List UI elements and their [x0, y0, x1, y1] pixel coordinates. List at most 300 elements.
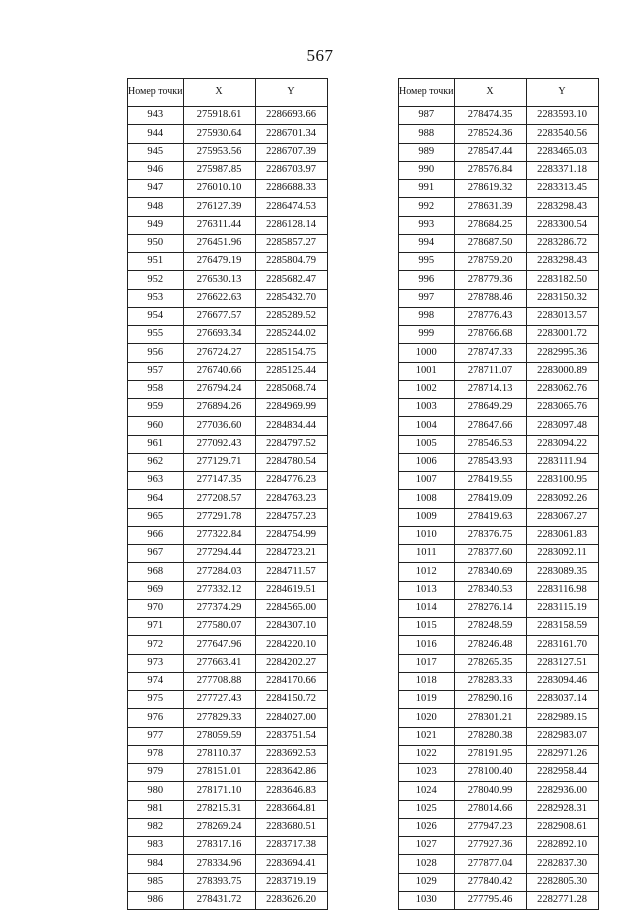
x-cell: 278776.43 — [454, 307, 526, 325]
y-cell: 2283717.38 — [255, 837, 327, 855]
x-cell: 278649.29 — [454, 399, 526, 417]
point-number-cell: 999 — [399, 326, 455, 344]
y-cell: 2283116.98 — [526, 581, 598, 599]
y-cell: 2283540.56 — [526, 125, 598, 143]
table-row — [128, 216, 328, 234]
table-row — [399, 234, 599, 252]
table-row — [399, 618, 599, 636]
x-cell: 275953.56 — [183, 143, 255, 161]
table-row — [399, 143, 599, 161]
point-number-cell: 1014 — [399, 599, 455, 617]
x-cell: 278040.99 — [454, 782, 526, 800]
point-number-cell: 969 — [128, 581, 184, 599]
x-cell: 277322.84 — [183, 526, 255, 544]
point-number-cell: 972 — [128, 636, 184, 654]
y-cell: 2285154.75 — [255, 344, 327, 362]
point-number-cell: 984 — [128, 855, 184, 873]
x-cell: 278393.75 — [183, 873, 255, 891]
table-row — [399, 599, 599, 617]
y-cell: 2283642.86 — [255, 764, 327, 782]
y-cell: 2284797.52 — [255, 435, 327, 453]
x-cell: 277294.44 — [183, 545, 255, 563]
x-cell: 278631.39 — [454, 198, 526, 216]
x-cell: 278714.13 — [454, 380, 526, 398]
x-cell: 278376.75 — [454, 526, 526, 544]
point-number-cell: 1022 — [399, 745, 455, 763]
y-cell: 2285244.02 — [255, 326, 327, 344]
y-cell: 2285289.52 — [255, 307, 327, 325]
x-cell: 276794.24 — [183, 380, 255, 398]
table-row — [128, 891, 328, 909]
y-cell: 2285432.70 — [255, 289, 327, 307]
point-number-cell: 1010 — [399, 526, 455, 544]
table-row — [128, 271, 328, 289]
table-row — [399, 161, 599, 179]
x-cell: 278419.09 — [454, 490, 526, 508]
point-number-cell: 977 — [128, 727, 184, 745]
x-cell: 277647.96 — [183, 636, 255, 654]
header-y: Y — [526, 79, 598, 107]
y-cell: 2282928.31 — [526, 800, 598, 818]
point-number-cell: 983 — [128, 837, 184, 855]
x-cell: 278191.95 — [454, 745, 526, 763]
x-cell: 277147.35 — [183, 472, 255, 490]
x-cell: 277877.04 — [454, 855, 526, 873]
table-row — [128, 709, 328, 727]
point-number-cell: 981 — [128, 800, 184, 818]
point-number-cell: 982 — [128, 818, 184, 836]
y-cell: 2284711.57 — [255, 563, 327, 581]
table-row — [128, 581, 328, 599]
x-cell: 278524.36 — [454, 125, 526, 143]
x-cell: 278248.59 — [454, 618, 526, 636]
table-row — [128, 782, 328, 800]
y-cell: 2283593.10 — [526, 107, 598, 125]
table-row — [128, 289, 328, 307]
point-number-cell: 990 — [399, 161, 455, 179]
header-point-number: Номер точки — [128, 79, 184, 107]
y-cell: 2285682.47 — [255, 271, 327, 289]
y-cell: 2282805.30 — [526, 873, 598, 891]
table-row — [128, 380, 328, 398]
point-number-cell: 952 — [128, 271, 184, 289]
point-number-cell: 951 — [128, 253, 184, 271]
x-cell: 277092.43 — [183, 435, 255, 453]
x-cell: 276530.13 — [183, 271, 255, 289]
table-row — [399, 581, 599, 599]
table-row — [399, 490, 599, 508]
table-row — [399, 453, 599, 471]
point-number-cell: 985 — [128, 873, 184, 891]
point-number-cell: 963 — [128, 472, 184, 490]
x-cell: 278269.24 — [183, 818, 255, 836]
table-row — [128, 672, 328, 690]
y-cell: 2283061.83 — [526, 526, 598, 544]
table-row — [128, 180, 328, 198]
y-cell: 2282892.10 — [526, 837, 598, 855]
table-row — [399, 709, 599, 727]
y-cell: 2283161.70 — [526, 636, 598, 654]
point-number-cell: 948 — [128, 198, 184, 216]
x-cell: 277708.88 — [183, 672, 255, 690]
y-cell: 2283298.43 — [526, 198, 598, 216]
x-cell: 276622.63 — [183, 289, 255, 307]
y-cell: 2284757.23 — [255, 508, 327, 526]
table-row — [399, 180, 599, 198]
x-cell: 278290.16 — [454, 691, 526, 709]
y-cell: 2286128.14 — [255, 216, 327, 234]
y-cell: 2284027.00 — [255, 709, 327, 727]
point-number-cell: 955 — [128, 326, 184, 344]
table-body-left — [128, 107, 328, 910]
point-number-cell: 947 — [128, 180, 184, 198]
y-cell: 2286688.33 — [255, 180, 327, 198]
table-row — [399, 545, 599, 563]
x-cell: 277840.42 — [454, 873, 526, 891]
point-number-cell: 1007 — [399, 472, 455, 490]
point-number-cell: 975 — [128, 691, 184, 709]
table-row — [399, 107, 599, 125]
y-cell: 2285125.44 — [255, 362, 327, 380]
point-number-cell: 1012 — [399, 563, 455, 581]
x-cell: 277580.07 — [183, 618, 255, 636]
x-cell: 278759.20 — [454, 253, 526, 271]
x-cell: 278788.46 — [454, 289, 526, 307]
table-row — [399, 745, 599, 763]
x-cell: 278340.69 — [454, 563, 526, 581]
table-row — [399, 782, 599, 800]
y-cell: 2284763.23 — [255, 490, 327, 508]
x-cell: 277727.43 — [183, 691, 255, 709]
point-number-cell: 961 — [128, 435, 184, 453]
x-cell: 278100.40 — [454, 764, 526, 782]
point-number-cell: 1011 — [399, 545, 455, 563]
y-cell: 2283286.72 — [526, 234, 598, 252]
y-cell: 2285804.79 — [255, 253, 327, 271]
y-cell: 2284220.10 — [255, 636, 327, 654]
table-row — [399, 125, 599, 143]
point-number-cell: 943 — [128, 107, 184, 125]
table-row — [399, 326, 599, 344]
point-number-cell: 956 — [128, 344, 184, 362]
point-number-cell: 978 — [128, 745, 184, 763]
point-number-cell: 997 — [399, 289, 455, 307]
y-cell: 2283001.72 — [526, 326, 598, 344]
x-cell: 277129.71 — [183, 453, 255, 471]
table-row — [399, 764, 599, 782]
y-cell: 2284723.21 — [255, 545, 327, 563]
x-cell: 277663.41 — [183, 654, 255, 672]
y-cell: 2284969.99 — [255, 399, 327, 417]
point-number-cell: 1003 — [399, 399, 455, 417]
point-number-cell: 958 — [128, 380, 184, 398]
table-row — [128, 344, 328, 362]
x-cell: 278301.21 — [454, 709, 526, 727]
point-number-cell: 1018 — [399, 672, 455, 690]
y-cell: 2284776.23 — [255, 472, 327, 490]
point-number-cell: 960 — [128, 417, 184, 435]
y-cell: 2283127.51 — [526, 654, 598, 672]
point-number-cell: 1016 — [399, 636, 455, 654]
x-cell: 278779.36 — [454, 271, 526, 289]
x-cell: 278419.55 — [454, 472, 526, 490]
point-number-cell: 1029 — [399, 873, 455, 891]
y-cell: 2283158.59 — [526, 618, 598, 636]
y-cell: 2283065.76 — [526, 399, 598, 417]
y-cell: 2283092.26 — [526, 490, 598, 508]
table-row — [128, 399, 328, 417]
y-cell: 2284202.27 — [255, 654, 327, 672]
point-number-cell: 1027 — [399, 837, 455, 855]
table-row — [399, 563, 599, 581]
table-row — [128, 837, 328, 855]
y-cell: 2286693.66 — [255, 107, 327, 125]
table-row — [128, 654, 328, 672]
point-number-cell: 968 — [128, 563, 184, 581]
table-row — [128, 143, 328, 161]
table-header-row — [399, 79, 599, 107]
y-cell: 2283150.32 — [526, 289, 598, 307]
table-row — [399, 380, 599, 398]
y-cell: 2283300.54 — [526, 216, 598, 234]
x-cell: 276311.44 — [183, 216, 255, 234]
point-number-cell: 1006 — [399, 453, 455, 471]
table-row — [399, 417, 599, 435]
x-cell: 278684.25 — [454, 216, 526, 234]
x-cell: 278543.93 — [454, 453, 526, 471]
x-cell: 277927.36 — [454, 837, 526, 855]
point-number-cell: 979 — [128, 764, 184, 782]
page-number: 567 — [306, 46, 334, 65]
table-row — [128, 508, 328, 526]
y-cell: 2283298.43 — [526, 253, 598, 271]
point-number-cell: 949 — [128, 216, 184, 234]
y-cell: 2283115.19 — [526, 599, 598, 617]
point-number-cell: 980 — [128, 782, 184, 800]
y-cell: 2284619.51 — [255, 581, 327, 599]
point-number-cell: 1005 — [399, 435, 455, 453]
point-number-cell: 996 — [399, 271, 455, 289]
point-number-cell: 1000 — [399, 344, 455, 362]
y-cell: 2283097.48 — [526, 417, 598, 435]
x-cell: 278711.07 — [454, 362, 526, 380]
point-number-cell: 988 — [399, 125, 455, 143]
y-cell: 2283465.03 — [526, 143, 598, 161]
table-row — [399, 526, 599, 544]
point-number-cell: 976 — [128, 709, 184, 727]
point-number-cell: 1030 — [399, 891, 455, 909]
y-cell: 2283646.83 — [255, 782, 327, 800]
point-number-cell: 1009 — [399, 508, 455, 526]
point-number-cell: 1021 — [399, 727, 455, 745]
x-cell: 277829.33 — [183, 709, 255, 727]
point-number-cell: 974 — [128, 672, 184, 690]
x-cell: 276693.34 — [183, 326, 255, 344]
point-number-cell: 1013 — [399, 581, 455, 599]
point-number-cell: 994 — [399, 234, 455, 252]
y-cell: 2285068.74 — [255, 380, 327, 398]
table-row — [399, 855, 599, 873]
header-point-number: Номер точки — [399, 79, 455, 107]
point-number-cell: 971 — [128, 618, 184, 636]
y-cell: 2286701.34 — [255, 125, 327, 143]
point-number-cell: 993 — [399, 216, 455, 234]
point-number-cell: 1008 — [399, 490, 455, 508]
table-row — [128, 490, 328, 508]
x-cell: 278059.59 — [183, 727, 255, 745]
point-number-cell: 1025 — [399, 800, 455, 818]
y-cell: 2284150.72 — [255, 691, 327, 709]
table-row — [128, 855, 328, 873]
point-number-cell: 992 — [399, 198, 455, 216]
y-cell: 2283000.89 — [526, 362, 598, 380]
x-cell: 276451.96 — [183, 234, 255, 252]
x-cell: 278215.31 — [183, 800, 255, 818]
y-cell: 2283751.54 — [255, 727, 327, 745]
table-row — [128, 599, 328, 617]
point-number-cell: 945 — [128, 143, 184, 161]
y-cell: 2283100.95 — [526, 472, 598, 490]
point-number-cell: 965 — [128, 508, 184, 526]
point-number-cell: 946 — [128, 161, 184, 179]
x-cell: 278766.68 — [454, 326, 526, 344]
y-cell: 2282837.30 — [526, 855, 598, 873]
y-cell: 2284754.99 — [255, 526, 327, 544]
table-row — [128, 636, 328, 654]
point-number-cell: 1001 — [399, 362, 455, 380]
y-cell: 2284780.54 — [255, 453, 327, 471]
point-number-cell: 944 — [128, 125, 184, 143]
y-cell: 2282936.00 — [526, 782, 598, 800]
y-cell: 2283094.22 — [526, 435, 598, 453]
y-cell: 2283067.27 — [526, 508, 598, 526]
x-cell: 275987.85 — [183, 161, 255, 179]
x-cell: 278431.72 — [183, 891, 255, 909]
table-row — [128, 161, 328, 179]
header-y: Y — [255, 79, 327, 107]
x-cell: 278546.53 — [454, 435, 526, 453]
table-row — [399, 800, 599, 818]
x-cell: 278474.35 — [454, 107, 526, 125]
point-number-cell: 989 — [399, 143, 455, 161]
table-row — [399, 216, 599, 234]
x-cell: 278283.33 — [454, 672, 526, 690]
table-row — [399, 362, 599, 380]
x-cell: 278547.44 — [454, 143, 526, 161]
x-cell: 278280.38 — [454, 727, 526, 745]
table-row — [128, 691, 328, 709]
x-cell: 278419.63 — [454, 508, 526, 526]
x-cell: 276479.19 — [183, 253, 255, 271]
x-cell: 277947.23 — [454, 818, 526, 836]
y-cell: 2282995.36 — [526, 344, 598, 362]
x-cell: 277036.60 — [183, 417, 255, 435]
point-number-cell: 991 — [399, 180, 455, 198]
x-cell: 276127.39 — [183, 198, 255, 216]
table-row — [128, 472, 328, 490]
y-cell: 2283664.81 — [255, 800, 327, 818]
table-row — [399, 891, 599, 909]
point-number-cell: 986 — [128, 891, 184, 909]
point-number-cell: 973 — [128, 654, 184, 672]
y-cell: 2283013.57 — [526, 307, 598, 325]
table-row — [399, 198, 599, 216]
x-cell: 278014.66 — [454, 800, 526, 818]
table-row — [128, 545, 328, 563]
point-number-cell: 953 — [128, 289, 184, 307]
y-cell: 2282771.28 — [526, 891, 598, 909]
header-x: X — [183, 79, 255, 107]
table-row — [399, 837, 599, 855]
table-row — [128, 417, 328, 435]
table-row — [399, 435, 599, 453]
y-cell: 2283692.53 — [255, 745, 327, 763]
table-row — [128, 563, 328, 581]
table-row — [128, 107, 328, 125]
table-body-right — [399, 107, 599, 910]
point-number-cell: 998 — [399, 307, 455, 325]
x-cell: 277291.78 — [183, 508, 255, 526]
table-row — [399, 253, 599, 271]
x-cell: 278647.66 — [454, 417, 526, 435]
table-row — [399, 636, 599, 654]
table-row — [399, 307, 599, 325]
table-row — [128, 618, 328, 636]
x-cell: 277332.12 — [183, 581, 255, 599]
x-cell: 278334.96 — [183, 855, 255, 873]
y-cell: 2283037.14 — [526, 691, 598, 709]
y-cell: 2284834.44 — [255, 417, 327, 435]
table-row — [399, 508, 599, 526]
y-cell: 2286474.53 — [255, 198, 327, 216]
x-cell: 278377.60 — [454, 545, 526, 563]
point-number-cell: 962 — [128, 453, 184, 471]
x-cell: 278265.35 — [454, 654, 526, 672]
table-row — [128, 253, 328, 271]
y-cell: 2283694.41 — [255, 855, 327, 873]
y-cell: 2282971.26 — [526, 745, 598, 763]
x-cell: 277374.29 — [183, 599, 255, 617]
table-row — [399, 654, 599, 672]
y-cell: 2284565.00 — [255, 599, 327, 617]
y-cell: 2283111.94 — [526, 453, 598, 471]
y-cell: 2282983.07 — [526, 727, 598, 745]
point-number-cell: 1026 — [399, 818, 455, 836]
point-number-cell: 995 — [399, 253, 455, 271]
point-number-cell: 1023 — [399, 764, 455, 782]
point-number-cell: 987 — [399, 107, 455, 125]
point-number-cell: 957 — [128, 362, 184, 380]
x-cell: 277208.57 — [183, 490, 255, 508]
x-cell: 276894.26 — [183, 399, 255, 417]
table-row — [399, 691, 599, 709]
x-cell: 275918.61 — [183, 107, 255, 125]
point-number-cell: 966 — [128, 526, 184, 544]
x-cell: 277284.03 — [183, 563, 255, 581]
point-number-cell: 954 — [128, 307, 184, 325]
coordinates-table-right — [398, 78, 599, 910]
table-row — [128, 800, 328, 818]
x-cell: 278276.14 — [454, 599, 526, 617]
table-row — [399, 472, 599, 490]
table-row — [128, 326, 328, 344]
table-row — [399, 672, 599, 690]
x-cell: 278171.10 — [183, 782, 255, 800]
point-number-cell: 1020 — [399, 709, 455, 727]
x-cell: 275930.64 — [183, 125, 255, 143]
y-cell: 2283719.19 — [255, 873, 327, 891]
x-cell: 276677.57 — [183, 307, 255, 325]
